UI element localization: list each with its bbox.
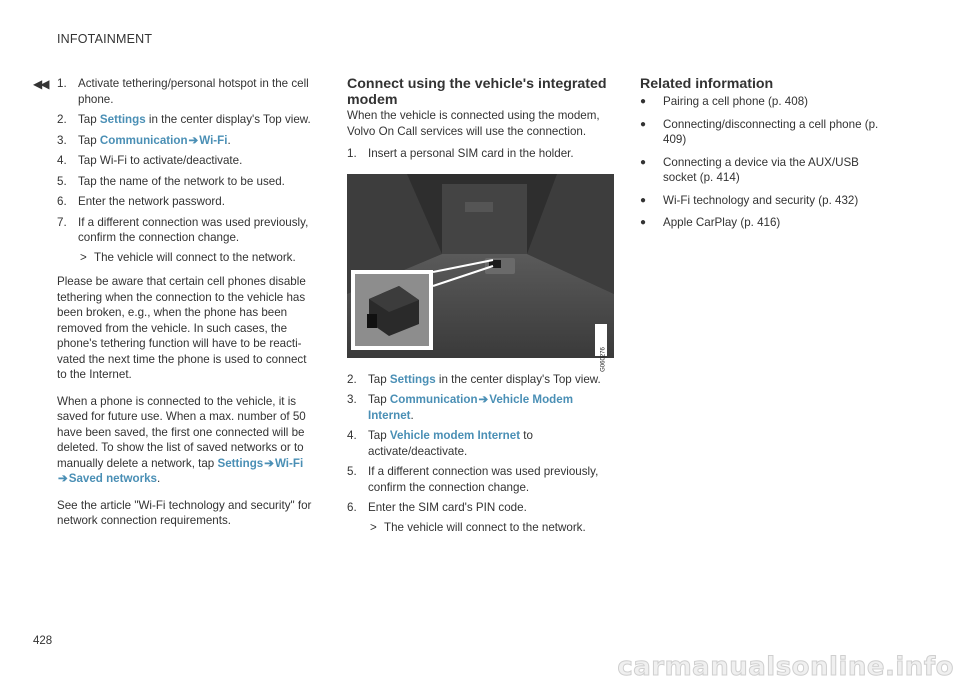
step-item [347, 500, 615, 516]
result-marker: > [80, 250, 87, 264]
step-item [57, 112, 319, 128]
ui-term-saved-networks: Saved networks [68, 472, 157, 485]
column-right [640, 76, 880, 238]
intro-paragraph: When the vehicle is connected using the modem, Volvo On Call services will use the connection. [347, 109, 600, 138]
step-text: Enter the network password. [78, 195, 225, 208]
cargo-area-illustration [347, 174, 614, 358]
arrow-right-icon: ➔ [478, 393, 489, 406]
step-item [347, 392, 615, 423]
related-link[interactable]: ● Wi-Fi technology and security (p. 432) [640, 193, 859, 207]
step-text: Tap Wi-Fi to activate/deactivate. [78, 154, 243, 167]
step-item [347, 146, 615, 162]
step-number: 2. [347, 372, 357, 386]
step-text: Tap Settings in the center display's Top view. [78, 113, 311, 126]
paragraph: When a phone is connected to the vehicle, it is saved for future use. When a max. number of 50 have been saved, the first one connected will be deleted. To show the list of saved networks or to manually delete a network, tap Settings➔Wi-Fi ➔Saved networks. [57, 394, 306, 485]
result-text: The vehicle will connect to the network. [384, 520, 586, 534]
bullet-icon: ● [640, 217, 647, 228]
step-item [57, 76, 319, 107]
step-text: If a different connection was used previously, confirm the connection change. [78, 215, 309, 244]
step-text: Insert a personal SIM card in the holder. [368, 147, 574, 160]
step-number: 7. [57, 215, 67, 229]
ui-term-communication: Communication [99, 133, 188, 147]
step-text: Tap Vehicle modem Internet to activate/deactivate. [368, 429, 533, 458]
arrow-right-icon: ➔ [188, 133, 199, 147]
arrow-right-icon: ➔ [264, 456, 274, 470]
bullet-icon: ● [640, 194, 647, 206]
step-text: Tap the name of the network to be used. [78, 174, 285, 188]
related-link[interactable]: ● Apple CarPlay (p. 416) [640, 216, 781, 229]
paragraph: Please be aware that certain cell phones disable tethering when the connection to the vehicle has been broken, e.g., when the phone has been removed from the vehicle. In such cases, the phone's tethering function will have to be reacti-vated the next time the phone is used to connect to the Internet. [57, 275, 307, 381]
column-middle [347, 76, 615, 544]
step-number: 6. [57, 195, 67, 208]
sim-holder-photo [347, 174, 614, 372]
ui-term-communication: Communication [389, 393, 478, 406]
ui-term-wifi: Wi-Fi [274, 456, 304, 470]
result-text: The vehicle will connect to the network. [94, 250, 296, 264]
section-heading: Connect using the vehicle's integrated modem [347, 76, 607, 108]
step-text: Tap Settings in the center display's Top view. [368, 372, 601, 386]
column-left [57, 76, 319, 540]
step-number: 4. [347, 429, 357, 442]
step-number: 3. [347, 393, 357, 406]
paragraph: See the article "Wi-Fi technology and security" for network connection requirements. [57, 498, 312, 527]
step-item [57, 153, 319, 169]
step-item [347, 372, 615, 388]
bullet-icon: ● [640, 156, 647, 168]
bullet-icon: ● [640, 118, 647, 130]
step-text: Enter the SIM card's PIN code. [368, 501, 527, 514]
step-number: 5. [347, 465, 357, 478]
photo-code: G060276 [600, 347, 607, 372]
ui-term-wifi: Wi-Fi [199, 133, 228, 147]
step-number: 4. [57, 154, 67, 167]
related-heading: Related information [640, 76, 774, 92]
result-marker: > [370, 520, 377, 534]
step-item [347, 428, 615, 459]
watermark: carmanualsonline.info [617, 651, 954, 682]
step-number: 1. [347, 147, 357, 160]
step-number: 1. [57, 77, 67, 90]
step-number: 5. [57, 174, 67, 188]
step-text: If a different connection was used previously, confirm the connection change. [368, 465, 599, 494]
ui-term-vehicle-modem-internet: Vehicle Modem Internet [368, 393, 574, 422]
related-link[interactable]: ● Connecting a device via the AUX/USB socket (p. 414) [640, 155, 859, 184]
step-item [57, 133, 319, 149]
ui-term-settings: Settings [217, 456, 264, 470]
step-result [80, 250, 319, 266]
back-nav-icon[interactable]: ◀◀ [33, 77, 48, 91]
page-number: 428 [33, 635, 53, 647]
step-item [347, 464, 615, 495]
ui-term-settings: Settings [389, 372, 436, 386]
ui-term-settings: Settings [99, 113, 146, 126]
step-text: Activate tethering/personal hotspot in the cell phone. [78, 77, 309, 106]
step-number: 3. [57, 133, 67, 147]
related-link[interactable]: ● Pairing a cell phone (p. 408) [640, 95, 809, 108]
step-result [370, 520, 615, 536]
step-number: 6. [347, 501, 357, 514]
step-text: Tap Communication➔Wi-Fi. [78, 133, 231, 147]
step-item [57, 215, 319, 246]
related-link[interactable]: ● Connecting/disconnecting a cell phone (p. 409) [640, 117, 879, 146]
step-item [57, 174, 319, 190]
ui-term-vehicle-modem-internet: Vehicle modem Internet [389, 429, 521, 442]
section-header: INFOTAINMENT [57, 32, 153, 46]
step-number: 2. [57, 113, 67, 126]
step-text: Tap Communication➔Vehicle Modem Internet. [368, 393, 574, 422]
arrow-right-icon: ➔ [58, 472, 68, 485]
bullet-icon: ● [640, 96, 647, 107]
step-item [57, 194, 319, 210]
